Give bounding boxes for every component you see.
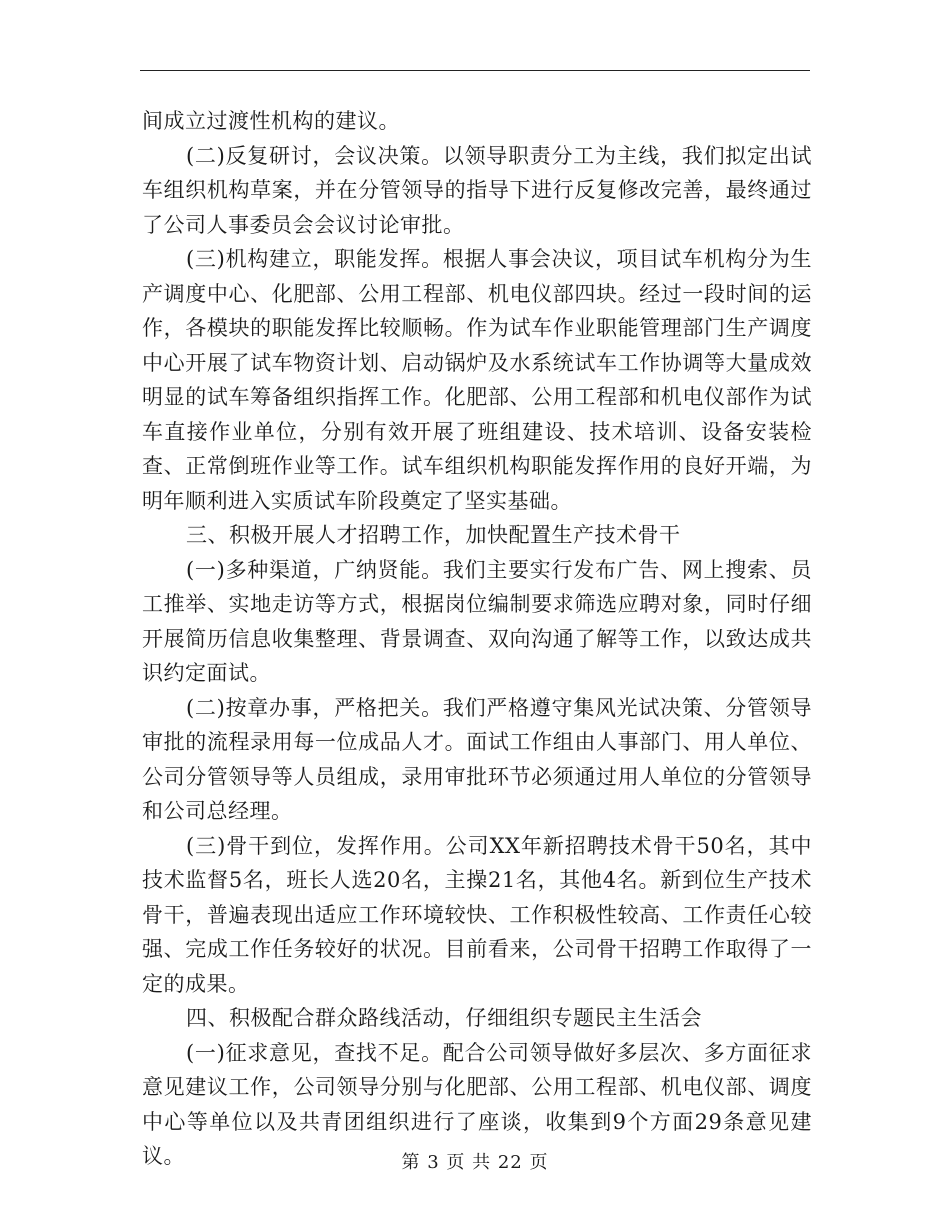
document-body [142,104,812,1174]
paragraph-backbone-in-place: (三)骨干到位，发挥作用。公司XX年新招聘技术骨干50名，其中技术监督5名，班长人选20名，主操21名，其他4名。新到位生产技术骨干，普遍表现出适应工作环境较快、工作积极性较高、工作责任心较强、完成工作任务较好的状况。目前看来，公司骨干招聘工作取得了一定的成果。 [142,833,812,996]
paragraph-solicit-opinions: (一)征求意见，查找不足。配合公司领导做好多层次、多方面征求意见建议工作，公司领导分别与化肥部、公用工程部、机电仪部、调度中心等单位以及共青团组织进行了座谈，收集到9个方面29条意见建议。 [142,1040,812,1168]
section-heading-recruitment: 三、积极开展人才招聘工作，加快配置生产技术骨干 [186,523,681,547]
header-rule [140,70,810,71]
paragraph-organization-setup: (三)机构建立，职能发挥。根据人事会决议，项目试车机构分为生产调度中心、化肥部、公用工程部、机电仪部四块。经过一段时间的运作，各模块的职能发挥比较顺畅。作为试车作业职能管理部门生产调度中心开展了试车物资计划、启动锅炉及水系统试车工作协调等大量成效明显的试车筹备组织指挥工作。化肥部、公用工程部和机电仪部作为试车直接作业单位，分别有效开展了班组建设、技术培训、设备安装检查、正常倒班作业等工作。试车组织机构职能发挥作用的良好开端，为明年顺利进入实质试车阶段奠定了坚实基础。 [142,247,812,513]
page-number-footer: 第 3 页 共 22 页 [401,1152,549,1173]
paragraph-continuation: 间成立过渡性机构的建议。 [142,109,400,133]
paragraph-research-decision: (二)反复研讨，会议决策。以领导职责分工为主线，我们拟定出试车组织机构草案，并在分管领导的指导下进行反复修改完善，最终通过了公司人事委员会会议讨论审批。 [142,143,812,237]
paragraph-multiple-channels: (一)多种渠道，广纳贤能。我们主要实行发布广告、网上搜索、员工推举、实地走访等方式，根据岗位编制要求筛选应聘对象，同时仔细开展简历信息收集整理、背景调查、双向沟通了解等工作，以致达成共识约定面试。 [142,557,812,685]
section-heading-mass-line: 四、积极配合群众路线活动，仔细组织专题民主生活会 [186,1006,702,1030]
paragraph-strict-review: (二)按章办事，严格把关。我们严格遵守集风光试决策、分管领导审批的流程录用每一位成品人才。面试工作组由人事部门、用人单位、公司分管领导等人员组成，录用审批环节必须通过用人单位的分管领导和公司总经理。 [142,695,812,823]
